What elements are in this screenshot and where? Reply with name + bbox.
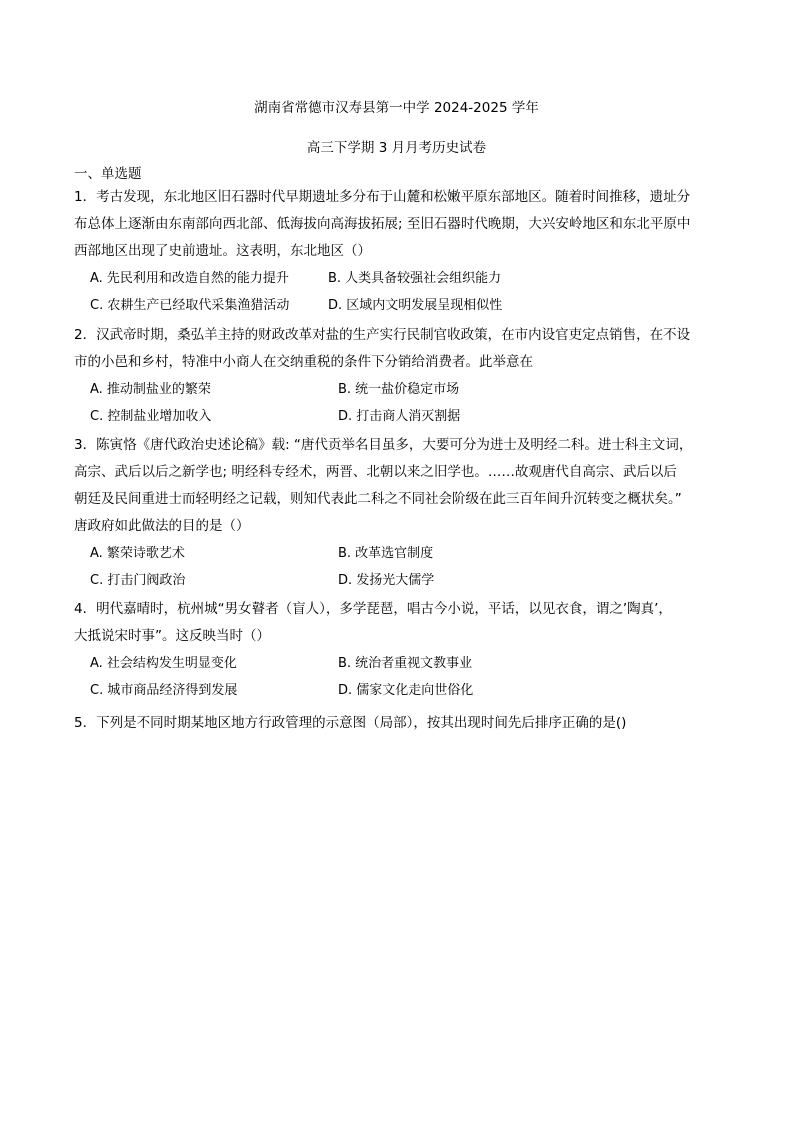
question-4-line: 4．明代嘉晴时，杭州城“男女瞽者（盲人），多学琵琶，唱古今小说，平话，以见衣食，谓之’陶真’， xyxy=(74,601,672,617)
option-b[interactable]: B. 统治者重视文教事业 xyxy=(338,656,473,671)
exam-title: 湖南省常德市汉寿县第一中学 2024-2025 学年 xyxy=(254,100,539,116)
option-b[interactable]: B. 人类具备较强社会组织能力 xyxy=(328,271,502,286)
option-b[interactable]: B. 统一盐价稳定市场 xyxy=(338,382,460,397)
option-c[interactable]: C. 打击门阀政治 xyxy=(90,573,186,588)
option-d[interactable]: D. 儒家文化走向世俗化 xyxy=(338,683,474,698)
option-d[interactable]: D. 发扬光大儒学 xyxy=(338,573,435,588)
option-d[interactable]: D. 打击商人消灭割据 xyxy=(338,409,461,424)
question-4-stem xyxy=(74,596,722,650)
option-a[interactable]: A. 社会结构发生明显变化 xyxy=(90,656,237,671)
option-a[interactable]: A. 先民利用和改造自然的能力提升 xyxy=(90,271,289,286)
question-5-line: 5．下列是不同时期某地区地方行政管理的示意图（局部），按其出现时间先后排序正确的是() xyxy=(74,715,627,731)
exam-subtitle: 高三下学期 3 月月考历史试卷 xyxy=(306,140,487,156)
option-a[interactable]: A. 繁荣诗歌艺术 xyxy=(90,546,185,561)
question-4-options xyxy=(90,650,710,704)
question-1-options xyxy=(90,265,710,319)
option-d[interactable]: D. 区域内文明发展呈现相似性 xyxy=(328,298,503,313)
question-1-stem xyxy=(74,184,722,265)
question-2-line: 2．汉武帝时期，桑弘羊主持的财政改革对盐的生产实行民制官收政策，在市内设官吏定点销售，在不设 xyxy=(74,327,691,343)
question-3-options xyxy=(90,540,710,594)
option-c[interactable]: C. 控制盐业增加收入 xyxy=(90,409,212,424)
question-3-line: 朝廷及民间重进士而轻明经之记载，则知代表此二科之不同社会阶级在此三百年间升沉转变之概状矣。” xyxy=(74,491,682,507)
question-3-line: 3．陈寅恪《唐代政治史述论稿》载: “唐代贡举名目虽多，大要可分为进士及明经二科。进士科主文词， xyxy=(74,437,693,453)
section-heading: 一、单选题 xyxy=(74,166,142,182)
question-3-stem xyxy=(74,432,722,540)
option-c[interactable]: C. 农耕生产已经取代采集渔猎活动 xyxy=(90,298,290,313)
question-1-line: 1．考古发现，东北地区旧石器时代早期遗址多分布于山麓和松嫩平原东部地区。随着时间推移，遗址分 xyxy=(74,189,691,205)
question-1-line: 西部地区出现了史前遗址。这表明，东北地区（） xyxy=(74,243,371,259)
option-c[interactable]: C. 城市商品经济得到发展 xyxy=(90,683,238,698)
question-3-line: 唐政府如此做法的目的是（） xyxy=(74,518,250,534)
question-3-line: 高宗、武后以后之新学也; 明经科专经术，两晋、北朝以来之旧学也。……故观唐代自高宗、武后以后 xyxy=(74,464,677,480)
option-b[interactable]: B. 改革选官制度 xyxy=(338,546,434,561)
question-5-stem xyxy=(74,710,722,737)
question-2-options xyxy=(90,376,710,430)
question-2-stem xyxy=(74,322,722,376)
question-1-line: 布总体上逐渐由东南部向西北部、低海拔向高海拔拓展; 至旧石器时代晚期，大兴安岭地区和东北平原中 xyxy=(74,216,691,232)
question-4-line: 大抵说宋时事”。这反映当时（） xyxy=(74,628,270,644)
option-a[interactable]: A. 推动制盐业的繁荣 xyxy=(90,382,211,397)
question-2-line: 市的小邑和乡村，特准中小商人在交纳重税的条件下分销给消费者。此举意在 xyxy=(74,354,533,370)
